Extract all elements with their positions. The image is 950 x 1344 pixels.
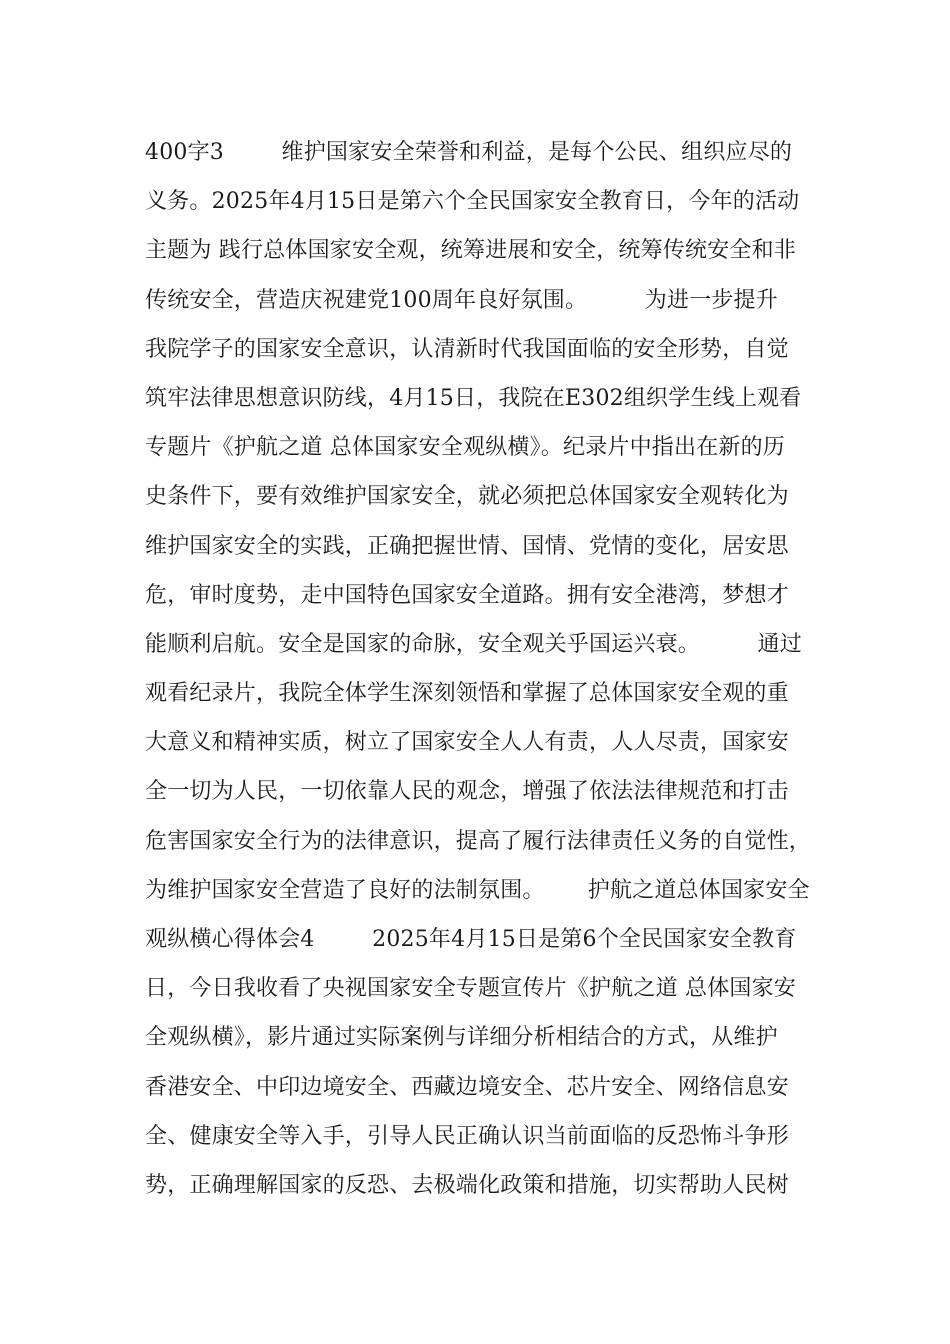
- text-line: 大意义和精神实质，树立了国家安全人人有责，人人尽责，国家安: [145, 730, 789, 756]
- text-line: 筑牢法律思想意识防线，4月15日，我院在E302组织学生线上观看: [145, 385, 802, 411]
- text-line: 危，审时度势，走中国特色国家安全道路。拥有安全港湾，梦想才: [145, 582, 789, 608]
- text-line: 全一切为人民，一切依靠人民的观念，增强了依法法律规范和打击: [145, 779, 789, 805]
- text-line: 我院学子的国家安全意识，认清新时代我国面临的安全形势，自觉: [145, 336, 789, 362]
- text-line: 观纵横心得体会4 2025年4月15日是第6个全民国家安全教育: [145, 927, 797, 952]
- text-line: 日，今日我收看了央视国家安全专题宣传片《护航之道 总体国家安: [145, 976, 796, 1002]
- text-line: 能顺利启航。安全是国家的命脉，安全观关乎国运兴衰。 通过: [145, 631, 802, 657]
- text-line: 全观纵横》，影片通过实际案例与详细分析相结合的方式，从维护: [145, 1025, 778, 1051]
- text-line: 义务。2025年4月15日是第六个全民国家安全教育日，今年的活动: [145, 189, 800, 215]
- text-line: 全、健康安全等入手，引导人民正确认识当前面临的反恐怖斗争形: [145, 1123, 789, 1149]
- text-line: 为维护国家安全营造了良好的法制氛围。 护航之道总体国家安全: [145, 877, 810, 903]
- text-line: 香港安全、中印边境安全、西藏边境安全、芯片安全、网络信息安: [145, 1074, 789, 1100]
- text-line: 专题片《护航之道 总体国家安全观纵横》。纪录片中指出在新的历: [145, 435, 785, 461]
- text-line: 维护国家安全的实践，正确把握世情、国情、党情的变化，居安思: [145, 533, 789, 559]
- text-line: 传统安全，营造庆祝建党100周年良好氛围。 为进一步提升: [145, 287, 778, 313]
- text-line: 400字3 维护国家安全荣誉和利益，是每个公民、组织应尽的: [145, 140, 793, 165]
- text-line: 观看纪录片，我院全体学生深刻领悟和掌握了总体国家安全观的重: [145, 681, 789, 707]
- text-line: 危害国家安全行为的法律意识，提高了履行法律责任义务的自觉性，: [145, 828, 812, 854]
- text-line: 史条件下，要有效维护国家安全，就必须把总体国家安全观转化为: [145, 484, 789, 510]
- body-text: [145, 134, 825, 1216]
- text-line: 主题为 践行总体国家安全观，统筹进展和安全，统筹传统安全和非: [145, 238, 796, 264]
- text-line: 势，正确理解国家的反恐、去极端化政策和措施，切实帮助人民树: [145, 1172, 789, 1198]
